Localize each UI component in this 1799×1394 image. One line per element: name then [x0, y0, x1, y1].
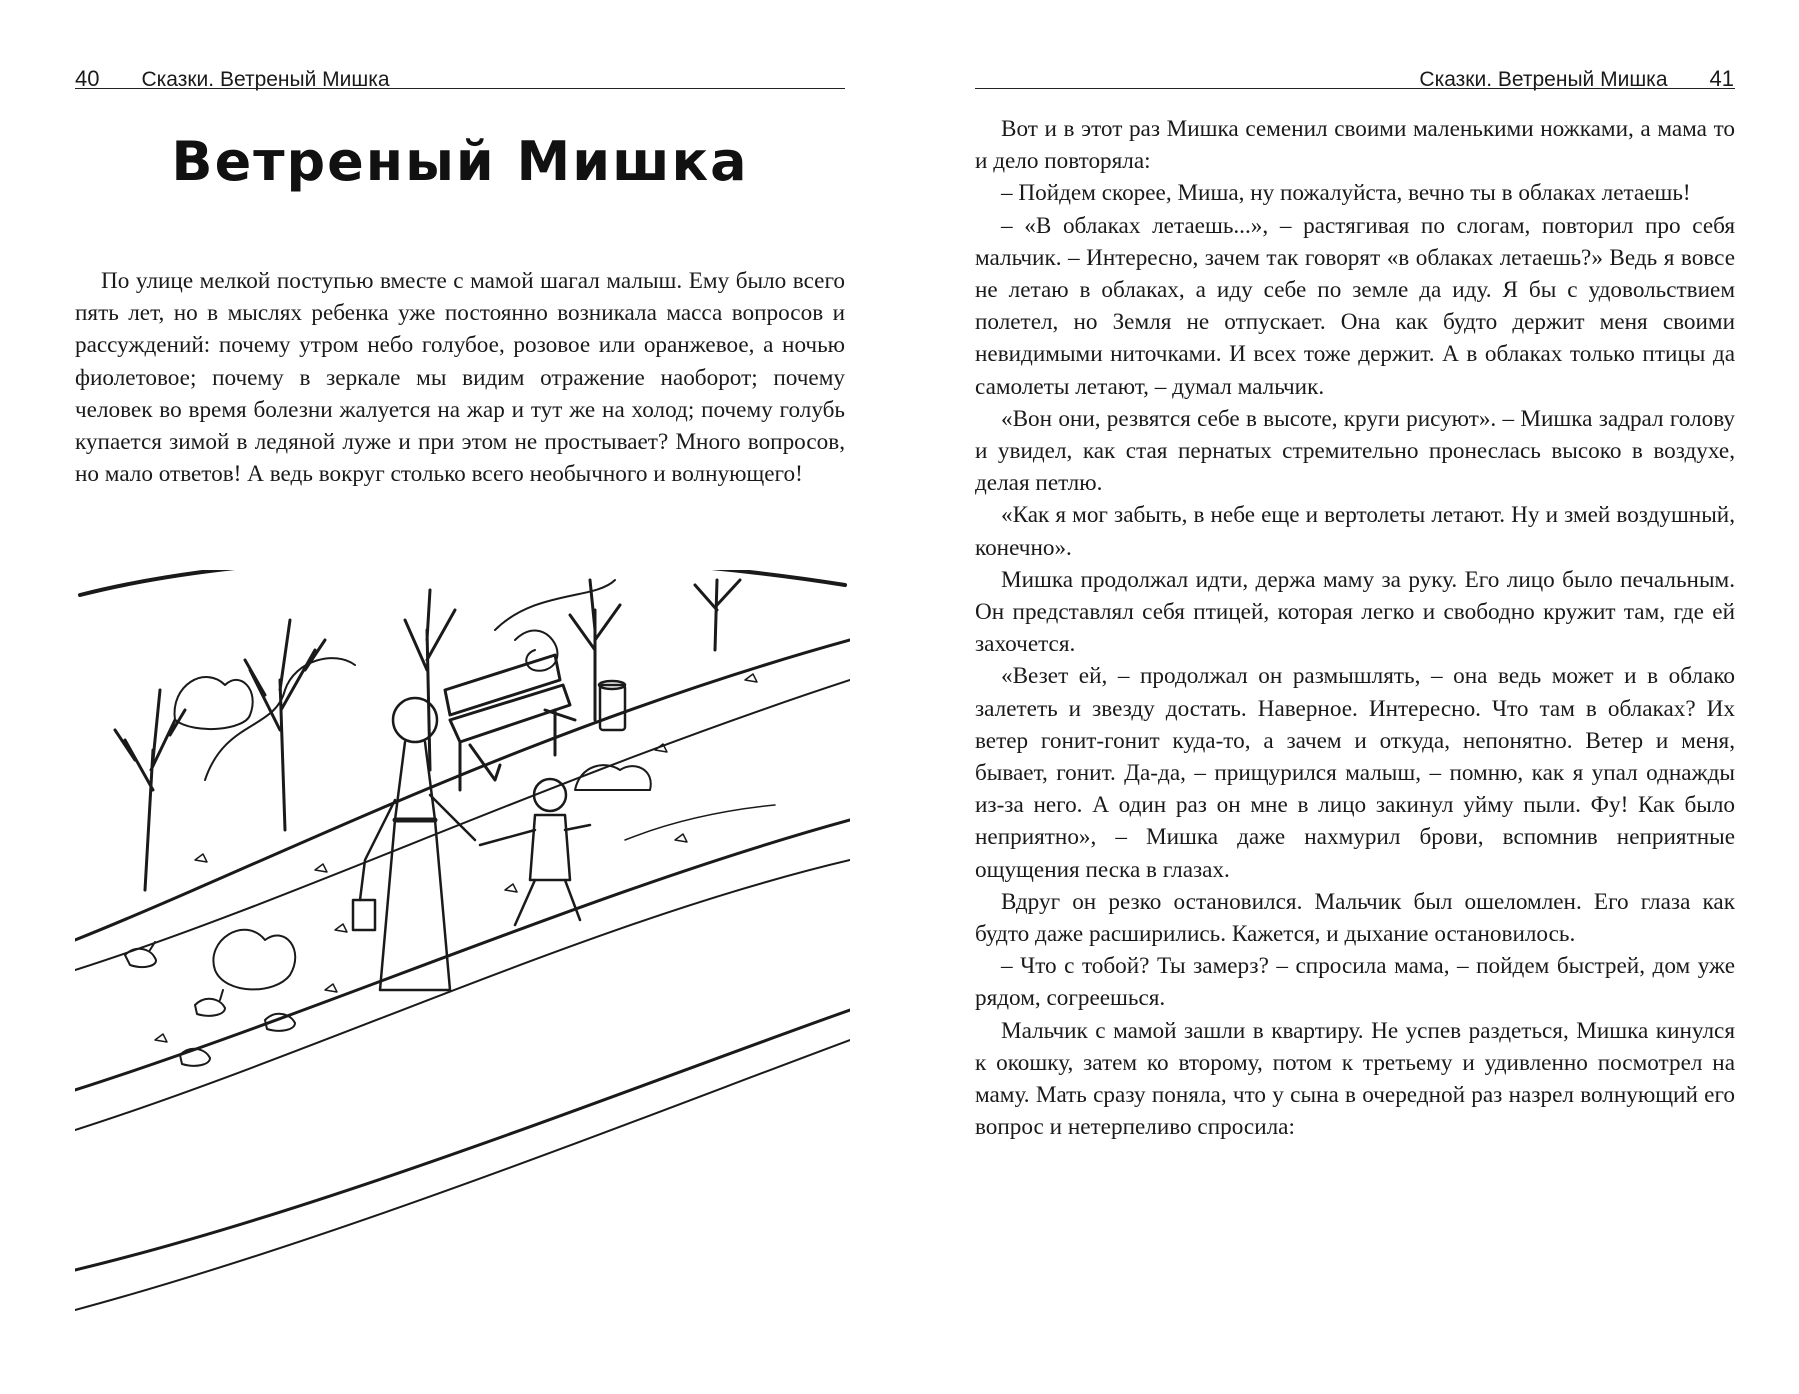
paragraph: Мишка продолжал идти, держа маму за руку. Его лицо было печальным. Он представлял себя птицей, которая легко и свободно кружит там, где ей захочется. [975, 566, 1735, 658]
wind-swirl [625, 805, 775, 840]
running-head-left [75, 58, 845, 92]
tree-icon [245, 620, 325, 830]
wind-swirl [495, 580, 615, 630]
right-page [900, 0, 1799, 1394]
paragraph: «Вон они, резвятся себе в высоте, круги рисуют». – Мишка задрал голову и увидел, как стая пернатых стремительно пронеслась высоко в воздухе, делая петлю. [975, 405, 1735, 497]
paragraph: Мальчик с мамой зашли в квартиру. Не успев раздеться, Мишка кинулся к окошку, затем ко второму, потом к третьему и удивленно посмотрел на маму. Мать сразу поняла, что у сына в очередной раз назрел волнующий его вопрос и нетерпеливо спросила: [975, 1017, 1735, 1141]
page-number: 40 [75, 66, 100, 91]
header-rule [975, 88, 1735, 89]
mother-figure [353, 698, 475, 990]
path-edge [75, 860, 850, 1130]
paragraph: Вдруг он резко остановился. Мальчик был ошеломлен. Его глаза как будто даже расширились. Кажется, и дыхание остановилось. [975, 888, 1735, 948]
leaf-pile [575, 765, 651, 790]
tree-icon [695, 580, 740, 650]
pigeon-icon [180, 1049, 210, 1066]
trash-can-icon [599, 681, 625, 730]
tree-icon [570, 580, 620, 720]
bench-icon [445, 655, 575, 790]
header-rule [75, 88, 845, 89]
running-head-title: Сказки. Ветреный Мишка [141, 68, 390, 91]
bush-icon [175, 677, 253, 729]
running-head-title: Сказки. Ветреный Мишка [1419, 68, 1668, 91]
bush-icon [213, 930, 295, 990]
page-number: 41 [1709, 66, 1734, 91]
body-text-right [975, 113, 1735, 1144]
paragraph: «Как я мог забыть, в небе еще и вертолеты летают. Ну и змей воздушный, конечно». [975, 502, 1735, 561]
running-head-right [975, 58, 1734, 92]
paragraph: – Пойдем скорее, Миша, ну пожалуйста, вечно ты в облаках летаешь! [1001, 180, 1691, 207]
pigeon-icon [195, 990, 225, 1016]
paragraph: – Что с тобой? Ты замерз? – спросила мама, – пойдем быстрей, дом уже рядом, согреешься. [975, 953, 1735, 1012]
paragraph: По улице мелкой поступью вместе с мамой шагал малыш. Ему было всего пять лет, но в мыслях ребенка уже постоянно возникала масса вопросов и рассуждений: почему утром небо голубое, розовое или оранжевое, а ночью фиолетовое; почему в зеркале мы видим отражение наоборот; почему человек во время болезни жалуется на жар и тут же на холод; почему голубь купается зимой в ледяной луже и при этом не простывает? Много вопросов, но мало ответов! А ведь вокруг столько всего необычного и волнующего! [75, 268, 845, 488]
chapter-title: Ветреный Мишка [171, 130, 749, 193]
paragraph: – «В облаках летаешь...», – растягивая по слогам, повторил про себя мальчик. – Интересно, зачем так говорят «в облаках летаешь?» Ведь я вовсе не летаю в облаках, а иду себе по земле да иду. Я бы с удовольствием полетел, но Земля не отпускает. Она как будто держит меня своими невидимыми ниточками. И всех тоже держит. А в облаках только птицы да самолеты летают, – думал мальчик. [975, 212, 1735, 400]
paragraph: Вот и в этот раз Мишка семенил своими маленькими ножками, а мама то и дело повторяла: [975, 116, 1735, 175]
path-edge [75, 1040, 850, 1310]
pigeon-icon [125, 942, 156, 967]
boy-figure [480, 779, 590, 925]
paragraph: «Везет ей, – продолжал он размышлять, – она ведь может и в облако залететь и звезду достать. Наверное. Интересно. Что там в облаках? Их ветер гонит-гонит куда-то, а зачем и откуда, непонятно. Ветер и меня, бывает, гонит. Да-да, – прищурился малыш, – помню, как я упал однажды из-за него. А один раз он мне в лицо закинул уйму пыли. Фу! Как было неприятно», – Мишка даже нахмурил брови, вспомнив неприятные ощущения песка в глазах. [975, 663, 1735, 883]
body-text-left [75, 265, 845, 490]
path-edge [75, 680, 850, 970]
park-illustration [75, 570, 850, 1330]
